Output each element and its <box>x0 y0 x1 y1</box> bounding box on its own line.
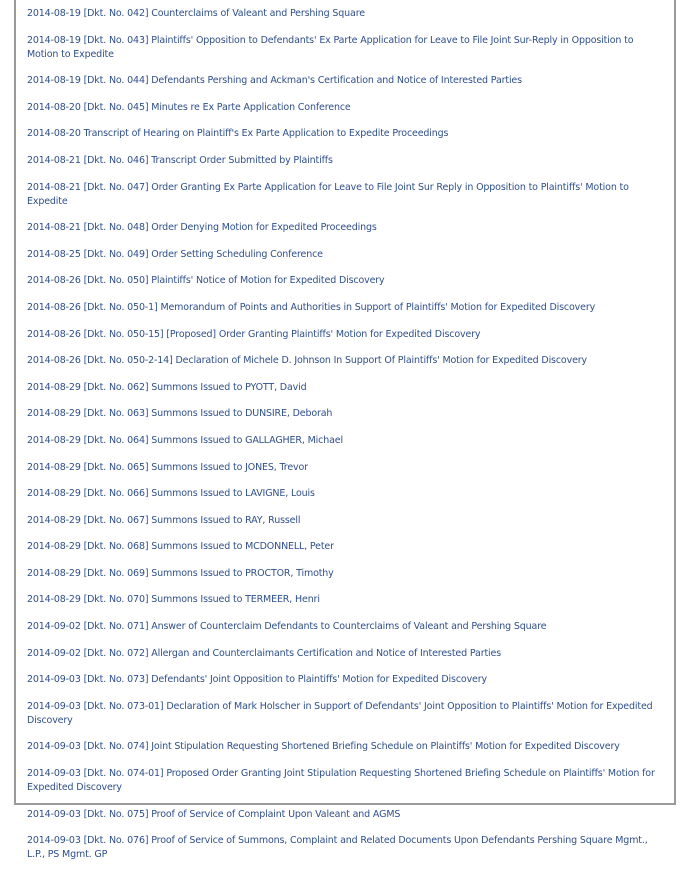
docket-panel <box>14 0 676 861</box>
docket-entry[interactable] <box>27 567 657 581</box>
docket-entry-link[interactable]: 2014-09-03 [Dkt. No. 074] Joint Stipulation Requesting Shortened Briefing Schedule on Plaintiffs' Motion for Expedited Discovery <box>27 741 620 753</box>
docket-entry[interactable] <box>27 381 657 395</box>
docket-entry-link[interactable]: 2014-08-26 [Dkt. No. 050-1] Memorandum of Points and Authorities in Support of Plaintiffs' Motion for Expedited Discovery <box>27 301 596 313</box>
docket-entry[interactable] <box>27 434 657 448</box>
docket-entry-link[interactable]: 2014-08-29 [Dkt. No. 068] Summons Issued to MCDONNELL, Peter <box>27 541 334 553</box>
docket-entry-link[interactable]: 2014-08-29 [Dkt. No. 069] Summons Issued to PROCTOR, Timothy <box>27 567 334 579</box>
docket-entry-link[interactable]: 2014-09-03 [Dkt. No. 076] Proof of Service of Summons, Complaint and Related Documents Upon Defendants Pershing Square Mgmt., L.P., PS Mgmt. GP <box>27 835 648 861</box>
docket-entry-link[interactable]: 2014-08-19 [Dkt. No. 042] Counterclaims of Valeant and Pershing Square <box>27 8 365 19</box>
docket-entry-link[interactable]: 2014-08-19 [Dkt. No. 044] Defendants Pershing and Ackman's Certification and Notice of Interested Parties <box>27 75 522 87</box>
docket-entry-link[interactable]: 2014-08-29 [Dkt. No. 067] Summons Issued to RAY, Russell <box>27 514 301 526</box>
docket-entry[interactable] <box>27 354 657 368</box>
docket-entry[interactable] <box>27 248 657 262</box>
docket-entry[interactable] <box>27 487 657 501</box>
docket-entry-link[interactable]: 2014-08-26 [Dkt. No. 050-15] [Proposed] Order Granting Plaintiffs' Motion for Expedited Discovery <box>27 328 481 340</box>
docket-entry[interactable] <box>27 154 657 168</box>
docket-entry[interactable] <box>27 620 657 634</box>
docket-entry-link[interactable]: 2014-09-02 [Dkt. No. 071] Answer of Counterclaim Defendants to Counterclaims of Valeant and Pershing Square <box>27 621 547 633</box>
docket-entry[interactable] <box>27 593 657 607</box>
docket-entry[interactable] <box>27 461 657 475</box>
docket-entry[interactable] <box>27 647 657 661</box>
docket-entry-link[interactable]: 2014-09-03 [Dkt. No. 074-01] Proposed Order Granting Joint Stipulation Requesting Shortened Briefing Schedule on Plaintiffs' Motion for Expedited Discovery <box>27 768 655 794</box>
docket-entry-link[interactable]: 2014-08-21 [Dkt. No. 047] Order Granting Ex Parte Application for Leave to File Joint Sur Reply in Opposition to Plaintiffs' Motion to Expedite <box>27 181 629 207</box>
docket-entry[interactable] <box>27 181 657 209</box>
docket-entry[interactable] <box>27 221 657 235</box>
docket-entry[interactable] <box>27 328 657 342</box>
docket-entry-link[interactable]: 2014-08-21 [Dkt. No. 046] Transcript Order Submitted by Plaintiffs <box>27 154 333 166</box>
docket-entry-link[interactable]: 2014-08-26 [Dkt. No. 050-2-14] Declaration of Michele D. Johnson In Support Of Plaintiffs' Motion for Expedited Discovery <box>27 355 587 367</box>
docket-entry-link[interactable]: 2014-09-03 [Dkt. No. 073-01] Declaration of Mark Holscher in Support of Defendants' Joint Opposition to Plaintiffs' Motion for Expedited Discovery <box>27 700 653 726</box>
docket-entry-link[interactable]: 2014-08-29 [Dkt. No. 065] Summons Issued to JONES, Trevor <box>27 461 308 473</box>
docket-entry-link[interactable]: 2014-08-19 [Dkt. No. 043] Plaintiffs' Opposition to Defendants' Ex Parte Application for Leave to File Joint Sur-Reply in Opposition to Motion to Expedite <box>27 34 634 60</box>
docket-entry[interactable] <box>27 834 657 862</box>
docket-entry[interactable] <box>27 540 657 554</box>
docket-list <box>27 7 657 875</box>
docket-entry-link[interactable]: 2014-08-20 [Dkt. No. 045] Minutes re Ex Parte Application Conference <box>27 101 351 113</box>
docket-entry-link[interactable]: 2014-08-26 [Dkt. No. 050] Plaintiffs' Notice of Motion for Expedited Discovery <box>27 275 385 287</box>
docket-entry[interactable] <box>27 101 657 115</box>
docket-entry-link[interactable]: 2014-08-29 [Dkt. No. 063] Summons Issued to DUNSIRE, Deborah <box>27 408 333 420</box>
docket-entry[interactable] <box>27 514 657 528</box>
docket-entry-link[interactable]: 2014-08-25 [Dkt. No. 049] Order Setting Scheduling Conference <box>27 248 323 260</box>
docket-entry-link[interactable]: 2014-09-02 [Dkt. No. 072] Allergan and Counterclaimants Certification and Notice of Interested Parties <box>27 647 502 659</box>
docket-entry[interactable] <box>27 700 657 728</box>
docket-entry-link[interactable]: 2014-08-29 [Dkt. No. 066] Summons Issued to LAVIGNE, Louis <box>27 488 315 500</box>
docket-entry[interactable] <box>27 301 657 315</box>
docket-entry[interactable] <box>27 7 657 21</box>
docket-entry[interactable] <box>27 673 657 687</box>
docket-entry[interactable] <box>27 127 657 141</box>
docket-entry-link[interactable]: 2014-08-29 [Dkt. No. 064] Summons Issued to GALLAGHER, Michael <box>27 434 343 446</box>
docket-entry[interactable] <box>27 74 657 88</box>
docket-entry[interactable] <box>27 808 657 822</box>
docket-entry[interactable] <box>27 34 657 62</box>
docket-entry-link[interactable]: 2014-09-03 [Dkt. No. 073] Defendants' Joint Opposition to Plaintiffs' Motion for Expedited Discovery <box>27 674 487 686</box>
docket-entry[interactable] <box>27 274 657 288</box>
docket-entry-link[interactable]: 2014-09-03 [Dkt. No. 075] Proof of Service of Complaint Upon Valeant and AGMS <box>27 808 401 820</box>
docket-entry[interactable] <box>27 740 657 754</box>
docket-entry-link[interactable]: 2014-08-29 [Dkt. No. 062] Summons Issued to PYOTT, David <box>27 381 307 393</box>
docket-entry-link[interactable]: 2014-08-20 Transcript of Hearing on Plaintiff's Ex Parte Application to Expedite Proceedings <box>27 128 449 140</box>
docket-entry-link[interactable]: 2014-08-29 [Dkt. No. 070] Summons Issued to TERMEER, Henri <box>27 594 320 606</box>
docket-entry[interactable] <box>27 407 657 421</box>
docket-entry-link[interactable]: 2014-08-21 [Dkt. No. 048] Order Denying Motion for Expedited Proceedings <box>27 222 377 234</box>
docket-entry[interactable] <box>27 767 657 795</box>
